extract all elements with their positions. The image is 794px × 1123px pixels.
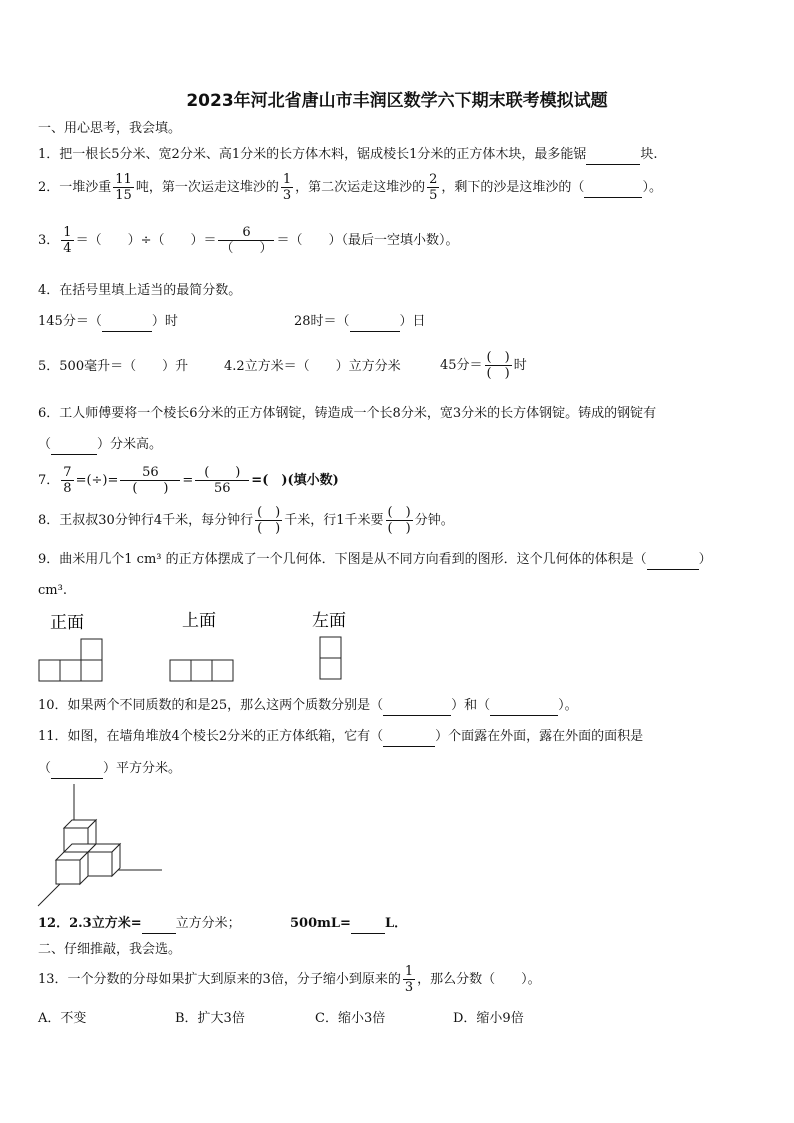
q3-fraction-1: $\frac{1}{4}$	[63, 225, 72, 256]
q8-fraction-2[interactable]: $\frac{( )}{( )}$	[387, 505, 411, 536]
q10-blank-1[interactable]	[383, 697, 451, 716]
question-13: 13．一个分数的分母如果扩大到原来的3倍，分子缩小到原来的 $\frac{1}{3}$ ，那么分数（ ）。	[38, 964, 541, 995]
q7-fraction-1: $\frac{7}{8}$	[63, 465, 72, 496]
view-label-left: 左面	[312, 611, 346, 631]
q8-fraction-1[interactable]: $\frac{( )}{( )}$	[257, 505, 281, 536]
q2-text: 2．一堆沙重	[38, 180, 112, 195]
left-view-shape	[320, 637, 341, 679]
q1-text: 1．把一根长5分米、宽2分米、高1分米的长方体木料，锯成棱长1分米的正方体木块，最多能锯	[38, 147, 587, 162]
q13-fraction: $\frac{1}{3}$	[404, 964, 414, 995]
q11-blank-2[interactable]	[51, 760, 103, 779]
section-1-heading: 一、用心思考，我会填。	[38, 121, 182, 136]
section-2-heading: 二、仔细推敲，我会选。	[38, 942, 182, 957]
q2-tail: ）。	[642, 180, 662, 195]
q10-blank-2[interactable]	[490, 697, 558, 716]
question-1	[38, 146, 658, 165]
question-9: 9．曲米用几个1 cm³ 的正方体摆成了一个几何体．下图是从不同方向看到的图形．这个几何体的体积是（ ）	[38, 551, 712, 570]
q11-line-2: （ ）平方分米。	[38, 760, 181, 779]
q13-option-d[interactable]: D．缩小9倍	[453, 1011, 524, 1026]
q1-blank[interactable]	[586, 146, 640, 165]
q2-blank[interactable]	[584, 179, 642, 198]
view-label-top: 上面	[182, 611, 216, 631]
q2-fraction-2: $\frac{1}{3}$	[282, 172, 292, 203]
q2-fraction-1: $\frac{11}{15}$	[115, 172, 132, 203]
view-label-front: 正面	[50, 613, 84, 633]
q7-fraction-2: $\frac{56}{( )}$	[120, 465, 180, 496]
q7-fraction-3: $\frac{( )}{56}$	[195, 465, 249, 496]
question-4: 4．在括号里填上适当的最简分数。	[38, 283, 242, 298]
q3-middle[interactable]: ＝（ ）÷（ ）＝	[75, 233, 217, 248]
q11-blank-1[interactable]	[383, 728, 435, 747]
q5-part-c: 45分＝ $\frac{( )}{( )}$ 时	[440, 350, 527, 381]
q5-part-b[interactable]: 4.2立方米＝（ ）立方分米	[224, 359, 401, 374]
question-12: 12．2.3立方米= 立方分米；	[38, 915, 241, 934]
question-8: 8．王叔叔30分钟行4千米，每分钟行 $\frac{( )}{( )}$ 千米，行1千米要 $\frac{( )}{( )}$ 分钟。	[38, 505, 454, 536]
q6-line-2: （ ）分米高。	[38, 436, 162, 455]
question-10: 10．如果两个不同质数的和是25，那么这两个质数分别是（ ）和（ ）。	[38, 697, 578, 716]
q3-tail[interactable]: ＝（ ）（最后一空填小数）。	[276, 233, 459, 248]
three-views-figure	[30, 604, 370, 688]
q13-option-a[interactable]: A．不变	[38, 1011, 87, 1026]
q3-fraction-2: $\frac{6}{( )}$	[220, 225, 273, 256]
q12-part-b: 500mL= L．	[290, 915, 407, 934]
corner-cubes-figure	[34, 782, 174, 908]
q13-option-c[interactable]: C．缩小3倍	[315, 1011, 386, 1026]
front-view-shape	[39, 639, 102, 681]
cube-stack	[56, 820, 120, 884]
q2-text-3: ，第二次运走这堆沙的	[295, 180, 426, 195]
top-view-shape	[170, 660, 233, 681]
q9-unit: cm³.	[38, 583, 67, 598]
q3-num: 3．	[38, 233, 60, 248]
question-6: 6．工人师傅要将一个棱长6分米的正方体钢锭，铸造成一个长8分米，宽3分米的长方体钢锭。铸成的钢锭有	[38, 406, 657, 421]
q5-fraction[interactable]: $\frac{( )}{( )}$	[486, 350, 510, 381]
question-11: 11．如图，在墙角堆放4个棱长2分米的正方体纸箱，它有（ ）个面露在外面，露在外面的面积是	[38, 728, 643, 747]
page-title: 2023年河北省唐山市丰润区数学六下期末联考模拟试题	[186, 91, 608, 111]
q2-text-2: 吨，第一次运走这堆沙的	[135, 180, 279, 195]
q4-blank-a[interactable]	[102, 313, 152, 332]
q6-blank[interactable]	[51, 436, 97, 455]
q12-blank-1[interactable]	[142, 915, 176, 934]
q5-part-a[interactable]: 5．500毫升＝（ ）升	[38, 359, 189, 374]
q12-blank-2[interactable]	[351, 915, 385, 934]
question-2	[38, 172, 662, 203]
q1-tail: 块.	[640, 147, 658, 162]
q13-option-b[interactable]: B．扩大3倍	[175, 1011, 245, 1026]
q4-part-b: 28时＝（ ）日	[294, 313, 426, 332]
q2-text-4: ，剩下的沙是这堆沙的（	[441, 180, 585, 195]
q4-part-a: 145分＝（ ）时	[38, 313, 178, 332]
q2-fraction-3: $\frac{2}{5}$	[429, 172, 438, 203]
q4-blank-b[interactable]	[350, 313, 400, 332]
q9-blank[interactable]	[647, 551, 699, 570]
question-7: 7． $\frac{7}{8}$ =(÷)= $\frac{56}{( )}$ = $\frac{( )}{56}$ =( )(填小数)	[38, 465, 339, 496]
question-3	[38, 225, 459, 256]
